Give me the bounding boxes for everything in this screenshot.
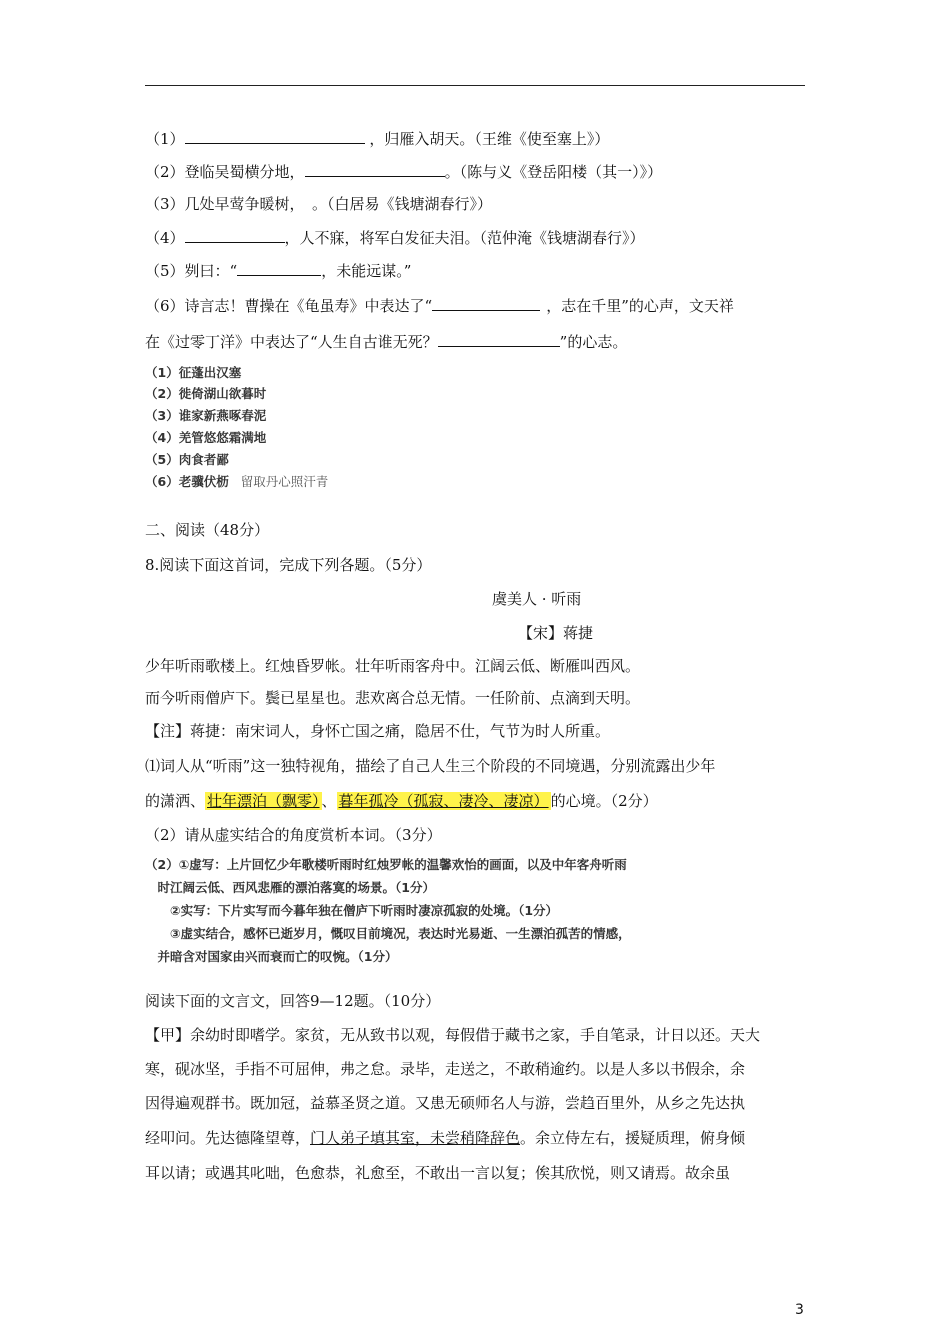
fill-q2: （2）登临吴蜀横分地， 。（陈与义《登岳阳楼（其一）》） xyxy=(145,163,663,181)
q8-answer-line: ③虚实结合，感怀已逝岁月，慨叹目前境况，表达时光易逝、一生漂泊孤苦的情感， xyxy=(145,926,631,941)
answer-6-extra: 留取丹心照汗青 xyxy=(240,474,329,489)
header-rule xyxy=(145,85,805,86)
fill-q4: （4） ，人不寐，将军白发征夫泪。（范仲淹《钱塘湖春行》） xyxy=(145,229,645,247)
blank[interactable] xyxy=(432,295,540,311)
poem-title: 虞美人 · 听雨 xyxy=(492,590,582,608)
blank[interactable] xyxy=(185,128,365,144)
page-number: 3 xyxy=(795,1302,804,1318)
answer-6: （6）老骥伏枥 留取丹心照汗青 xyxy=(145,474,329,489)
fill-q3: （3）几处早莺争暖树， 。（白居易《钱塘湖春行》） xyxy=(145,195,493,213)
blank[interactable] xyxy=(438,331,560,347)
classical-line-4: 经叩问。先达德隆望尊，门人弟子填其室，未尝稍降辞色。余立侍左右，援疑质理，俯身倾 xyxy=(145,1129,746,1147)
answer-5: （5）肉食者鄙 xyxy=(145,452,229,467)
q8-sub1-line2: 的潇洒、 壮年漂泊（飘零） 、 暮年孤冷（孤寂、凄冷、凄凉） 的心境。（2分） xyxy=(145,792,658,810)
q8-answer-line: 时江阔云低、西风悲雁的漂泊落寞的场景。（1分） xyxy=(145,880,435,895)
blank[interactable] xyxy=(185,227,285,243)
q8-answer-line: （2）①虚写：上片回忆少年歌楼听雨时红烛罗帐的温馨欢怡的画面，以及中年客舟听雨 xyxy=(145,857,627,872)
classical-line-3: 因得遍观群书。既加冠，益慕圣贤之道。又患无硕师名人与游，尝趋百里外，从乡之先达执 xyxy=(145,1094,746,1112)
underlined-sentence: 门人弟子填其室，未尝稍降辞色 xyxy=(310,1129,521,1147)
blank[interactable] xyxy=(305,161,445,177)
blank[interactable] xyxy=(237,260,321,276)
answer-4: （4）羌管悠悠霜满地 xyxy=(145,430,267,445)
classical-line-5: 耳以请；或遇其叱咄，色愈恭，礼愈至，不敢出一言以复；俟其欣悦，则又请焉。故余虽 xyxy=(145,1164,731,1182)
q8-prompt: 8.阅读下面这首词，完成下列各题。（5分） xyxy=(145,556,432,574)
fill-q1: （1） ，归雁入胡天。（王维《使至塞上》） xyxy=(145,130,610,148)
fill-q5: （5）刿曰：“ ，未能远谋。” xyxy=(145,262,412,280)
fill-q6-line2: 在《过零丁洋》中表达了“人生自古谁无死？ ”的心志。 xyxy=(145,333,628,351)
answer-1: （1）征蓬出汉塞 xyxy=(145,365,242,380)
classical-line-2: 寒，砚冰坚，手指不可屈伸，弗之怠。录毕，走送之，不敢稍逾约。以是人多以书假余，余 xyxy=(145,1060,746,1078)
answer-3: （3）谁家新燕啄春泥 xyxy=(145,408,267,423)
q8-answer-box xyxy=(145,853,705,968)
q8-sub2: （2）请从虚实结合的角度赏析本词。（3分） xyxy=(145,826,442,844)
poem-note: 【注】蒋捷：南宋词人，身怀亡国之痛，隐居不仕，气节为时人所重。 xyxy=(145,722,611,740)
highlight-answer-2: 暮年孤冷（孤寂、凄冷、凄凉） xyxy=(338,792,549,810)
fill-q6-line1: （6）诗言志！曹操在《龟虽寿》中表达了“ ，志在千里”的心声，文天祥 xyxy=(145,297,734,315)
q8-answer-line: ②实写：下片实写而今暮年独在僧庐下听雨时凄凉孤寂的处境。（1分） xyxy=(145,903,559,918)
highlight-answer-1: 壮年漂泊（飘零） xyxy=(207,792,320,810)
section-title: 二、阅读（48分） xyxy=(145,521,270,539)
poem-line-2: 而今听雨僧庐下。鬓已星星也。悲欢离合总无情。一任阶前、点滴到天明。 xyxy=(145,689,641,707)
poem-author: 【宋】蒋捷 xyxy=(518,624,594,642)
classical-line-1: 【甲】余幼时即嗜学。家贫，无从致书以观，每假借于藏书之家，手自笔录，计日以还。天大 xyxy=(145,1026,761,1044)
classical-prompt: 阅读下面的文言文，回答9—12题。（10分） xyxy=(145,992,441,1010)
q8-sub1-line1: ⑴词人从“听雨”这一独特视角，描绘了自己人生三个阶段的不同境遇，分别流露出少年 xyxy=(145,757,716,775)
q8-answer-line: 并暗含对国家由兴而衰而亡的叹惋。（1分） xyxy=(145,949,398,964)
answer-2: （2）徙倚湖山欲暮时 xyxy=(145,386,267,401)
poem-line-1: 少年听雨歌楼上。红烛昏罗帐。壮年听雨客舟中。江阔云低、断雁叫西风。 xyxy=(145,657,641,675)
